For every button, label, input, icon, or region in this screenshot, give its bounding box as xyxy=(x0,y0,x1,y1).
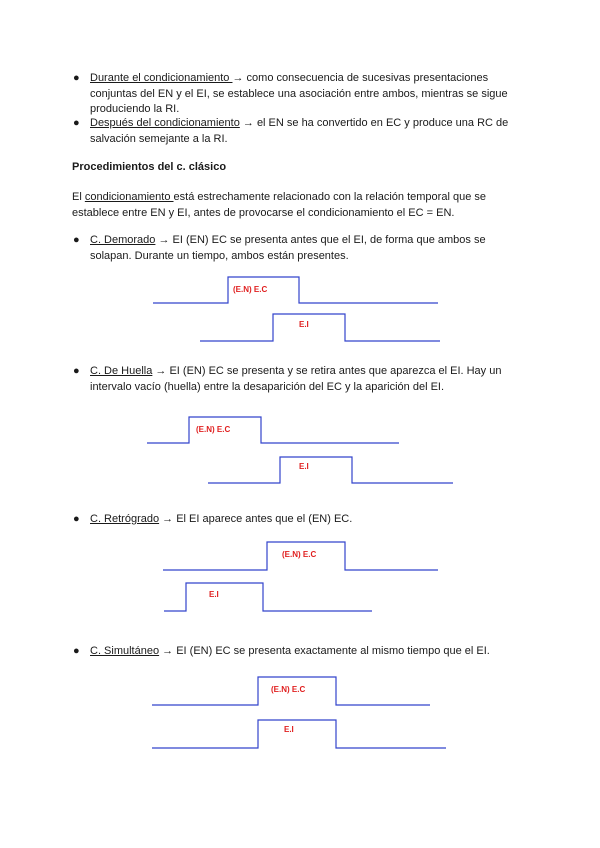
procedure-name: C. Simultáneo xyxy=(90,645,160,657)
procedure-text: → EI (EN) EC se presenta y se retira antes que aparezca el EI. Hay un intervalo vacío (huella) entre la desaparición del EC y la aparición del EI. xyxy=(90,365,502,393)
procedure-text: → El EI aparece antes que el (EN) EC. xyxy=(159,513,353,525)
procedure-name: C. Retrógrado xyxy=(90,513,160,525)
procedure-text: → EI (EN) EC se presenta antes que el EI, de forma que ambos se solapan. Durante un tiempo, ambos están presentes. xyxy=(90,234,486,262)
ei-signal-label: E.I xyxy=(299,462,309,471)
ec-signal-label: (E.N) E.C xyxy=(271,685,306,694)
ei-signal-line xyxy=(152,720,446,748)
bullet-icon: ● xyxy=(73,645,80,657)
ei-signal-line xyxy=(200,314,440,341)
procedure-name: C. Demorado xyxy=(90,234,156,246)
ei-signal-line xyxy=(164,583,372,611)
ec-signal-line xyxy=(153,277,438,303)
section-heading: Procedimientos del c. clásico xyxy=(72,161,227,173)
intro-rest: está estrechamente relacionado con la relación temporal que se establece entre EN y EI, antes de provocarse el condicionamiento el EC = EN. xyxy=(72,191,486,219)
intro-term: condicionamiento xyxy=(84,191,174,203)
timing-diagram-retrogrado xyxy=(163,542,438,611)
ei-signal-label: E.I xyxy=(209,590,219,599)
ec-signal-label: (E.N) E.C xyxy=(233,285,268,294)
bullet-icon: ● xyxy=(73,513,80,525)
timing-diagram-huella xyxy=(147,417,453,483)
ec-signal-label: (E.N) E.C xyxy=(282,550,317,559)
ec-signal-label: (E.N) E.C xyxy=(196,425,231,434)
phase-term: Durante el condicionamiento xyxy=(90,72,233,84)
ec-signal-line xyxy=(147,417,399,443)
procedure-name: C. De Huella xyxy=(90,365,153,377)
intro-prefix: El xyxy=(72,191,85,203)
bullet-icon: ● xyxy=(73,72,80,84)
timing-diagram-simultaneo xyxy=(152,677,446,748)
ei-signal-label: E.I xyxy=(284,725,294,734)
bullet-icon: ● xyxy=(73,365,80,377)
ei-signal-line xyxy=(208,457,453,483)
phase-term: Después del condicionamiento xyxy=(90,117,240,129)
timing-diagram-demorado xyxy=(153,277,440,341)
bullet-icon: ● xyxy=(73,117,80,129)
ei-signal-label: E.I xyxy=(299,320,309,329)
phase-text: → como consecuencia de sucesivas presentaciones conjuntas del EN y el EI, se establece una asociación entre ambos, mientras se sigue produciendo la RI. xyxy=(90,72,508,115)
phase-text: → el EN se ha convertido en EC y produce una RC de salvación semejante a la RI. xyxy=(90,117,509,145)
procedure-text: → EI (EN) EC se presenta exactamente al mismo tiempo que el EI. xyxy=(159,645,490,657)
bullet-icon: ● xyxy=(73,234,80,246)
